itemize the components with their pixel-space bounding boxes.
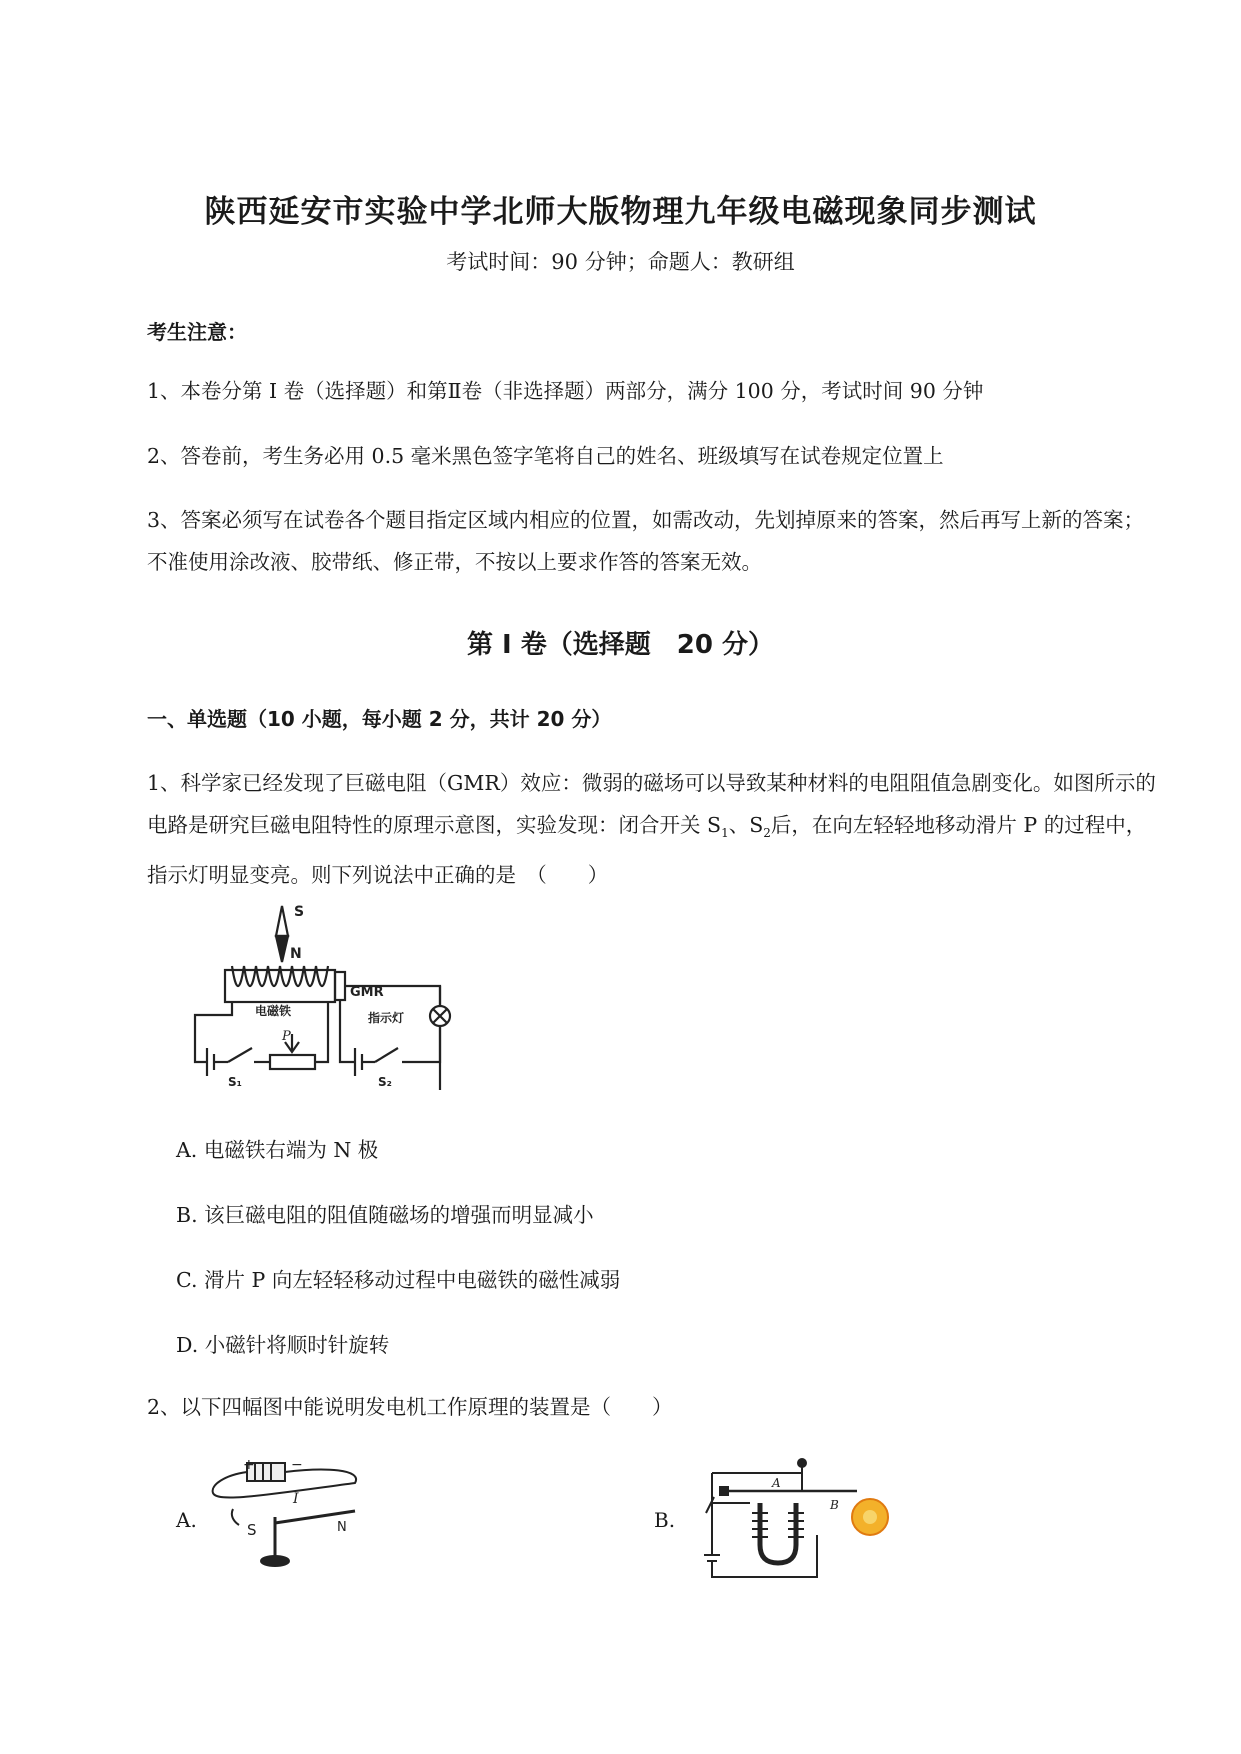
cell — [704, 1555, 720, 1561]
question-2-text: 2、以下四幅图中能说明发电机工作原理的装置是（ ） — [147, 1395, 673, 1419]
gmr-label: GMR — [350, 985, 384, 1000]
compass-needle-n — [276, 936, 288, 962]
q2-option-b-label[interactable]: B. — [654, 1508, 676, 1532]
exam-info: 考试时间：90 分钟；命题人：教研组 — [446, 250, 795, 274]
subscript-2: 2 — [763, 826, 771, 841]
south-label: S — [247, 1521, 257, 1539]
question-1-text-a: 1、科学家已经发现了巨磁电阻（GMR）效应：微弱的磁场可以导致某种材料的电阻阻值急剧变化。如图所示的电路是研究巨磁电阻特性的原理示意图，实验发现：闭合开关 S — [147, 771, 1156, 837]
question-1-text-c: 后，在向左轻轻地移动滑片 P 的过程中，指示灯明显变亮。则下列说法中正确的是 （ ） — [147, 813, 1147, 888]
section-title: 第 I 卷（选择题 20 分） — [466, 630, 774, 660]
rotation-arrow — [232, 1509, 239, 1525]
electromagnet-label: 电磁铁 — [255, 1004, 292, 1018]
current-label: I — [293, 1491, 299, 1507]
gmr-circuit-diagram — [170, 900, 460, 1090]
svg-text:−: − — [291, 1457, 303, 1473]
compass-needle-s — [276, 906, 288, 936]
compass-label-s: S — [294, 904, 305, 920]
notice-item-3: 3、答案必须写在试卷各个题目指定区域内相应的位置，如需改动，先划掉原来的答案，然后再写上新的答案；不准使用涂改液、胶带纸、修正带，不按以上要求作答的答案无效。 — [147, 508, 1145, 574]
q1-option-c[interactable]: C. 滑片 P 向左轻轻移动过程中电磁铁的磁性减弱 — [176, 1268, 621, 1292]
svg-text:+: + — [243, 1457, 255, 1473]
slider-label: P — [282, 1029, 291, 1044]
gmr-element — [335, 972, 345, 1000]
lamp-label: 指示灯 — [368, 1011, 405, 1025]
contact-a-label: A — [772, 1476, 781, 1490]
question-1-text-b: 、S — [728, 813, 764, 837]
q1-option-b[interactable]: B. 该巨磁电阻的阻值随磁场的增强而明显减小 — [176, 1203, 594, 1227]
q2-figure-a-oersted — [205, 1455, 365, 1575]
page-title: 陕西延安市实验中学北师大版物理九年级电磁现象同步测试 — [204, 194, 1037, 230]
notice-item-1: 1、本卷分第 I 卷（选择题）和第Ⅱ卷（非选择题）两部分，满分 100 分，考试时间 90 分钟 — [147, 379, 984, 403]
notice-item-2: 2、答卷前，考生务必用 0.5 毫米黑色签字笔将自己的姓名、班级填写在试卷规定位置上 — [147, 444, 944, 468]
switch-s2-label: S₂ — [378, 1075, 392, 1089]
north-label: N — [337, 1520, 347, 1535]
compass-label-n: N — [290, 946, 302, 962]
q2-option-a-label[interactable]: A. — [176, 1508, 197, 1532]
switch-s1-label: S₁ — [228, 1075, 242, 1089]
switch-s1 — [228, 1048, 252, 1062]
question-1-text — [147, 762, 1157, 896]
notice-heading: 考生注意： — [147, 320, 247, 344]
q1-option-a[interactable]: A. 电磁铁右端为 N 极 — [176, 1138, 379, 1162]
subscript-1: 1 — [721, 826, 729, 841]
part-title: 一、单选题（10 小题，每小题 2 分，共计 20 分） — [147, 707, 612, 731]
rheostat — [270, 1055, 315, 1069]
q1-option-d[interactable]: D. 小磁针将顺时针旋转 — [176, 1333, 390, 1357]
q2-figure-b-electric-bell — [692, 1455, 892, 1585]
contact-b-label: B — [830, 1498, 839, 1512]
switch-s2 — [375, 1048, 398, 1062]
